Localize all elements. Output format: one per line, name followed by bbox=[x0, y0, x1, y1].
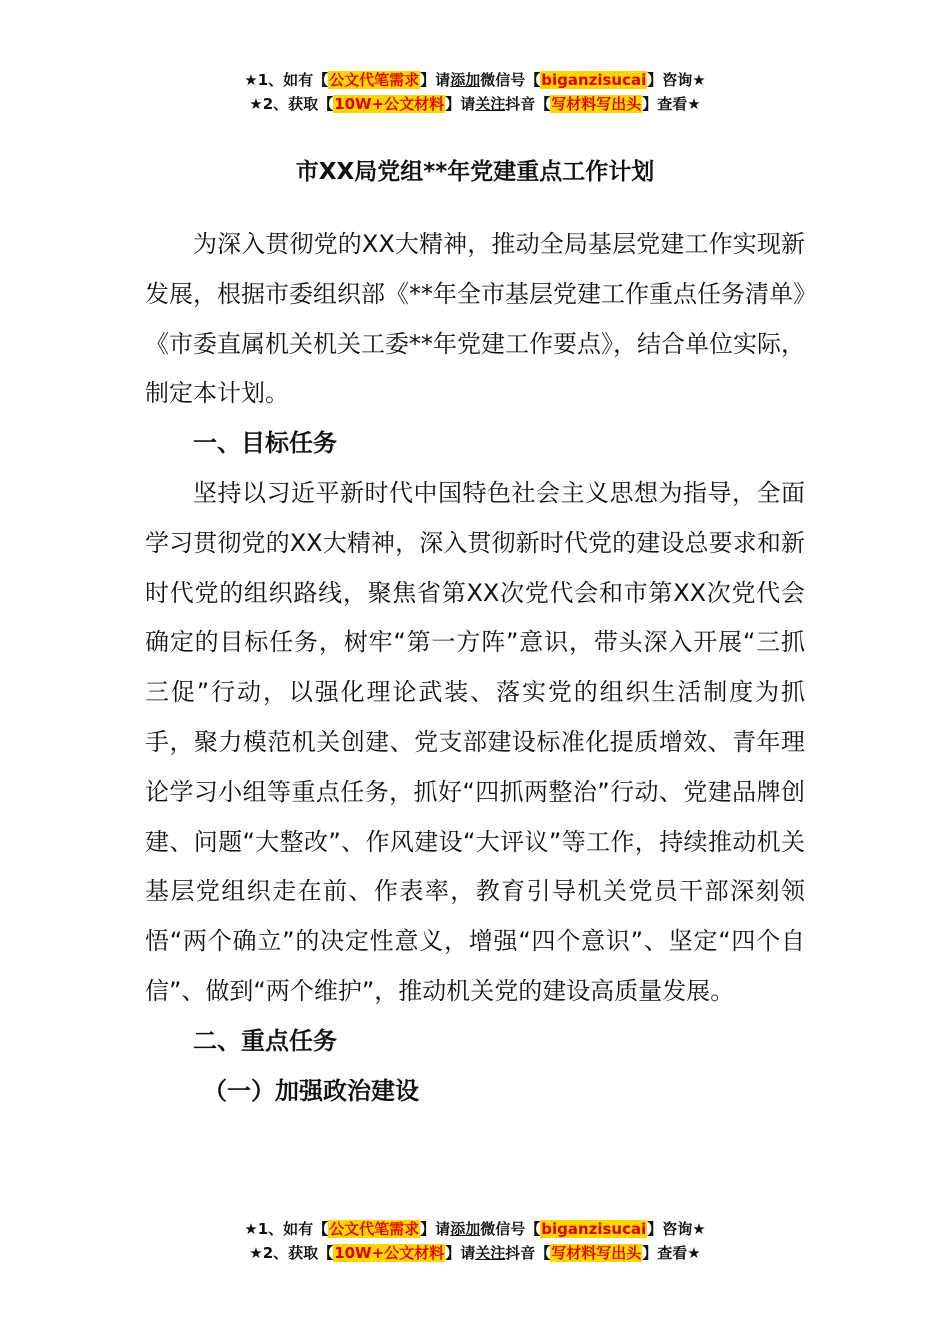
banner-emphasis: 关注 bbox=[475, 1244, 506, 1262]
banner-emphasis: 添加 bbox=[450, 1220, 481, 1238]
banner-text: 】请 bbox=[420, 71, 451, 89]
banner-wechat-id: biganzisucai bbox=[541, 71, 647, 89]
document-body bbox=[145, 220, 805, 1116]
banner-text: 】查看★ bbox=[642, 95, 701, 113]
banner-line-2 bbox=[0, 92, 950, 116]
banner-text: 】请 bbox=[445, 95, 476, 113]
banner-highlight: 10W+公文材料 bbox=[334, 95, 445, 113]
banner-text: ★1、如有【 bbox=[244, 1220, 329, 1238]
banner-text: 】请 bbox=[445, 1244, 476, 1262]
banner-douyin-id: 写材料写出头 bbox=[551, 1244, 642, 1262]
banner-douyin-id: 写材料写出头 bbox=[551, 95, 642, 113]
banner-emphasis: 关注 bbox=[475, 95, 506, 113]
banner-text: 抖音【 bbox=[505, 95, 551, 113]
banner-text: 微信号【 bbox=[480, 1220, 541, 1238]
banner-line-1 bbox=[0, 1217, 950, 1241]
banner-text: ★2、获取【 bbox=[249, 95, 334, 113]
banner-highlight: 10W+公文材料 bbox=[334, 1244, 445, 1262]
section-heading-goals: 一、目标任务 bbox=[193, 429, 337, 458]
banner-text: 】查看★ bbox=[642, 1244, 701, 1262]
banner-text: 】咨询★ bbox=[647, 1220, 706, 1238]
banner-line-1 bbox=[0, 68, 950, 92]
subsection-heading-political: （一）加强政治建设 bbox=[203, 1076, 419, 1105]
banner-emphasis: 添加 bbox=[450, 71, 481, 89]
banner-text: 抖音【 bbox=[505, 1244, 551, 1262]
banner-text: ★2、获取【 bbox=[249, 1244, 334, 1262]
intro-paragraph: 为深入贯彻党的XX大精神，推动全局基层党建工作实现新发展，根据市委组织部《**年全市基层党建工作重点任务清单》《市委直属机关机关工委**年党建工作要点》，结合单位实际，制定本计划。 bbox=[145, 230, 805, 408]
banner-wechat-id: biganzisucai bbox=[541, 1220, 647, 1238]
banner-text: 】咨询★ bbox=[647, 71, 706, 89]
banner-text: 微信号【 bbox=[480, 71, 541, 89]
banner-highlight: 公文代笔需求 bbox=[329, 71, 420, 89]
goals-paragraph: 坚持以习近平新时代中国特色社会主义思想为指导，全面学习贯彻党的XX大精神，深入贯彻新时代党的建设总要求和新时代党的组织路线，聚焦省第XX次党代会和市第XX次党代会确定的目标任务，树牢“第一方阵”意识，带头深入开展“三抓三促”行动，以强化理论武装、落实党的组织生活制度为抓手，聚力模范机关创建、党支部建设标准化提质增效、青年理论学习小组等重点任务，抓好“四抓两整治”行动、党建品牌创建、问题“大整改”、作风建设“大评议”等工作，持续推动机关基层党组织走在前、作表率，教育引导机关党员干部深刻领悟“两个确立”的决定性意义，增强“四个意识”、坚定“四个自信”、做到“两个维护”，推动机关党的建设高质量发展。 bbox=[145, 478, 805, 1005]
banner-text: 】请 bbox=[420, 1220, 451, 1238]
banner-line-2 bbox=[0, 1241, 950, 1265]
banner-highlight: 公文代笔需求 bbox=[329, 1220, 420, 1238]
banner-text: ★1、如有【 bbox=[244, 71, 329, 89]
section-heading-key-tasks: 二、重点任务 bbox=[193, 1026, 337, 1055]
footer-banner bbox=[0, 1217, 950, 1265]
document-title: 市XX局党组**年党建重点工作计划 bbox=[295, 159, 655, 185]
header-banner bbox=[0, 68, 950, 116]
